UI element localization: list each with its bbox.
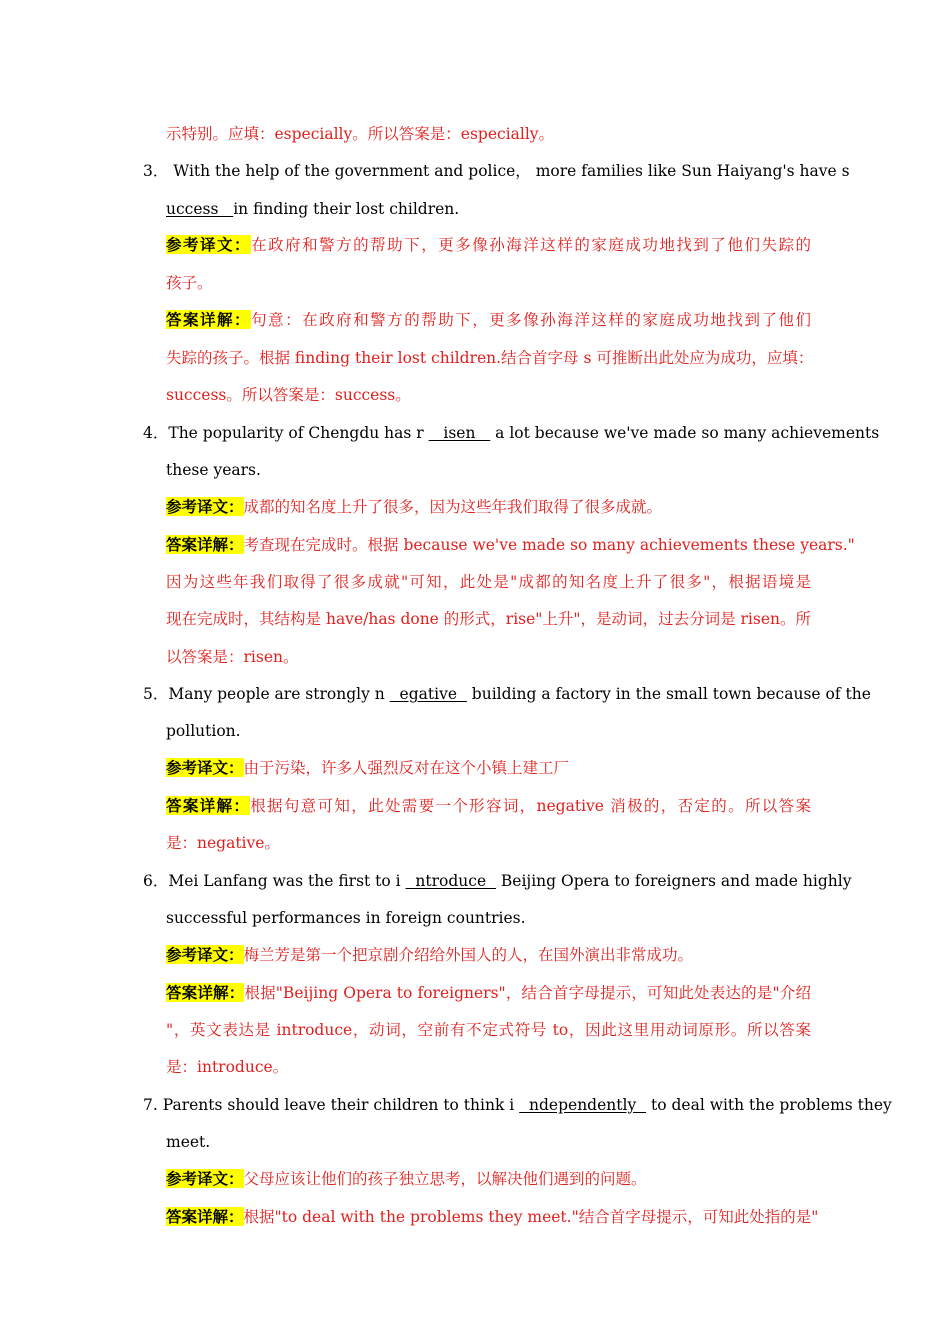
text-line <box>166 606 811 632</box>
text-line <box>166 307 811 333</box>
text-run: 6．Mei Lanfang was the first to i <box>143 872 406 890</box>
text-line <box>166 980 811 1006</box>
text-run: a lot because we've made so many achievements <box>490 424 880 442</box>
highlight-label: 参考译文： <box>166 758 244 777</box>
text-line <box>166 121 811 147</box>
text-line <box>166 1204 819 1230</box>
text-run: Beijing Opera to foreigners and made highly <box>495 872 852 890</box>
question-line <box>143 681 871 707</box>
answer-blank: egative <box>389 685 467 703</box>
text-run: 句意：在政府和警方的帮助下，更多像孙海洋这样的家庭成功地找到了他们 <box>251 311 811 329</box>
text-run: pollution. <box>166 722 241 740</box>
text-line <box>166 569 811 595</box>
text-line <box>166 644 811 670</box>
text-line <box>166 755 811 781</box>
text-line <box>166 232 811 258</box>
text-run: 失踪的孩子。根据 finding their lost children.结合首字母 s 可推断出此处应为成功，应填： <box>166 349 814 367</box>
question-line <box>143 158 850 184</box>
question-line <box>143 420 880 446</box>
text-run: 根据句意可知，此处需要一个形容词，negative 消极的，否定的。所以答案 <box>250 797 811 815</box>
text-run: 孩子。 <box>166 274 213 292</box>
text-line <box>166 905 811 931</box>
text-run: 现在完成时，其结构是 have/has done 的形式，rise"上升"，是动词，过去分词是 risen。所 <box>166 610 811 628</box>
text-run: 成都的知名度上升了很多，因为这些年我们取得了很多成就。 <box>243 498 663 516</box>
answer-blank: ndependently <box>519 1096 647 1114</box>
text-run: meet. <box>166 1133 211 1151</box>
text-run: 根据"to deal with the problems they meet."结合首字母提示，可知此处指的是" <box>243 1208 819 1226</box>
text-line <box>166 1166 811 1192</box>
text-run: 示特别。应填：especially。所以答案是：especially。 <box>166 125 555 143</box>
text-run: 以答案是：risen。 <box>166 648 299 666</box>
text-line <box>166 793 811 819</box>
highlight-label: 参考译文： <box>166 1169 244 1188</box>
highlight-label: 参考译文： <box>166 235 252 254</box>
text-run: 5．Many people are strongly n <box>143 685 390 703</box>
question-line <box>143 1092 892 1118</box>
answer-blank: uccess <box>166 200 234 218</box>
text-line <box>166 345 814 371</box>
highlight-label: 参考译文： <box>166 945 244 964</box>
highlight-label: 答案详解： <box>166 1207 244 1226</box>
text-line <box>166 718 811 744</box>
text-run: 由于污染，许多人强烈反对在这个小镇上建工厂 <box>243 759 570 777</box>
text-line <box>166 1054 811 1080</box>
text-line <box>166 830 811 856</box>
text-run: 是：introduce。 <box>166 1058 289 1076</box>
text-line <box>166 532 855 558</box>
text-run: 是：negative。 <box>166 834 280 852</box>
text-run: "，英文表达是 introduce，动词，空前有不定式符号 to，因此这里用动词原形。所以答案 <box>166 1021 811 1039</box>
text-run: 因为这些年我们取得了很多成就"可知，此处是"成都的知名度上升了很多"，根据语境是 <box>166 573 811 591</box>
highlight-label: 参考译文： <box>166 497 244 516</box>
text-run: these years. <box>166 461 261 479</box>
text-run: 在政府和警方的帮助下，更多像孙海洋这样的家庭成功地找到了他们失踪的 <box>251 236 811 254</box>
text-run: 根据"Beijing Opera to foreigners"，结合首字母提示，可知此处表达的是"介绍 <box>244 984 811 1002</box>
text-run: to deal with the problems they <box>646 1096 892 1114</box>
text-line <box>166 196 811 222</box>
text-run: 7. Parents should leave their children to think i <box>143 1096 520 1114</box>
text-line <box>166 457 811 483</box>
text-run: 4．The popularity of Chengdu has r <box>143 424 429 442</box>
highlight-label: 答案详解： <box>166 983 245 1002</box>
text-line <box>166 382 811 408</box>
highlight-label: 答案详解： <box>166 310 252 329</box>
text-run: building a factory in the small town because of the <box>466 685 871 703</box>
question-line <box>143 868 852 894</box>
highlight-label: 答案详解： <box>166 796 251 815</box>
text-run: 3． With the help of the government and police， more families like Sun Haiyang's have s <box>143 162 850 180</box>
text-line <box>166 494 811 520</box>
text-run: successful performances in foreign countries. <box>166 909 526 927</box>
text-run: 考查现在完成时。根据 because we've made so many achievements these years." <box>243 536 855 554</box>
text-run: in finding their lost children. <box>233 200 460 218</box>
text-run: success。所以答案是：success。 <box>166 386 411 404</box>
answer-blank: isen <box>428 424 491 442</box>
highlight-label: 答案详解： <box>166 535 244 554</box>
text-run: 梅兰芳是第一个把京剧介绍给外国人的人，在国外演出非常成功。 <box>243 946 694 964</box>
text-line <box>166 270 811 296</box>
text-line <box>166 942 811 968</box>
text-line <box>166 1017 811 1043</box>
answer-blank: ntroduce <box>405 872 496 890</box>
text-line <box>166 1129 811 1155</box>
text-run: 父母应该让他们的孩子独立思考，以解决他们遇到的问题。 <box>243 1170 647 1188</box>
